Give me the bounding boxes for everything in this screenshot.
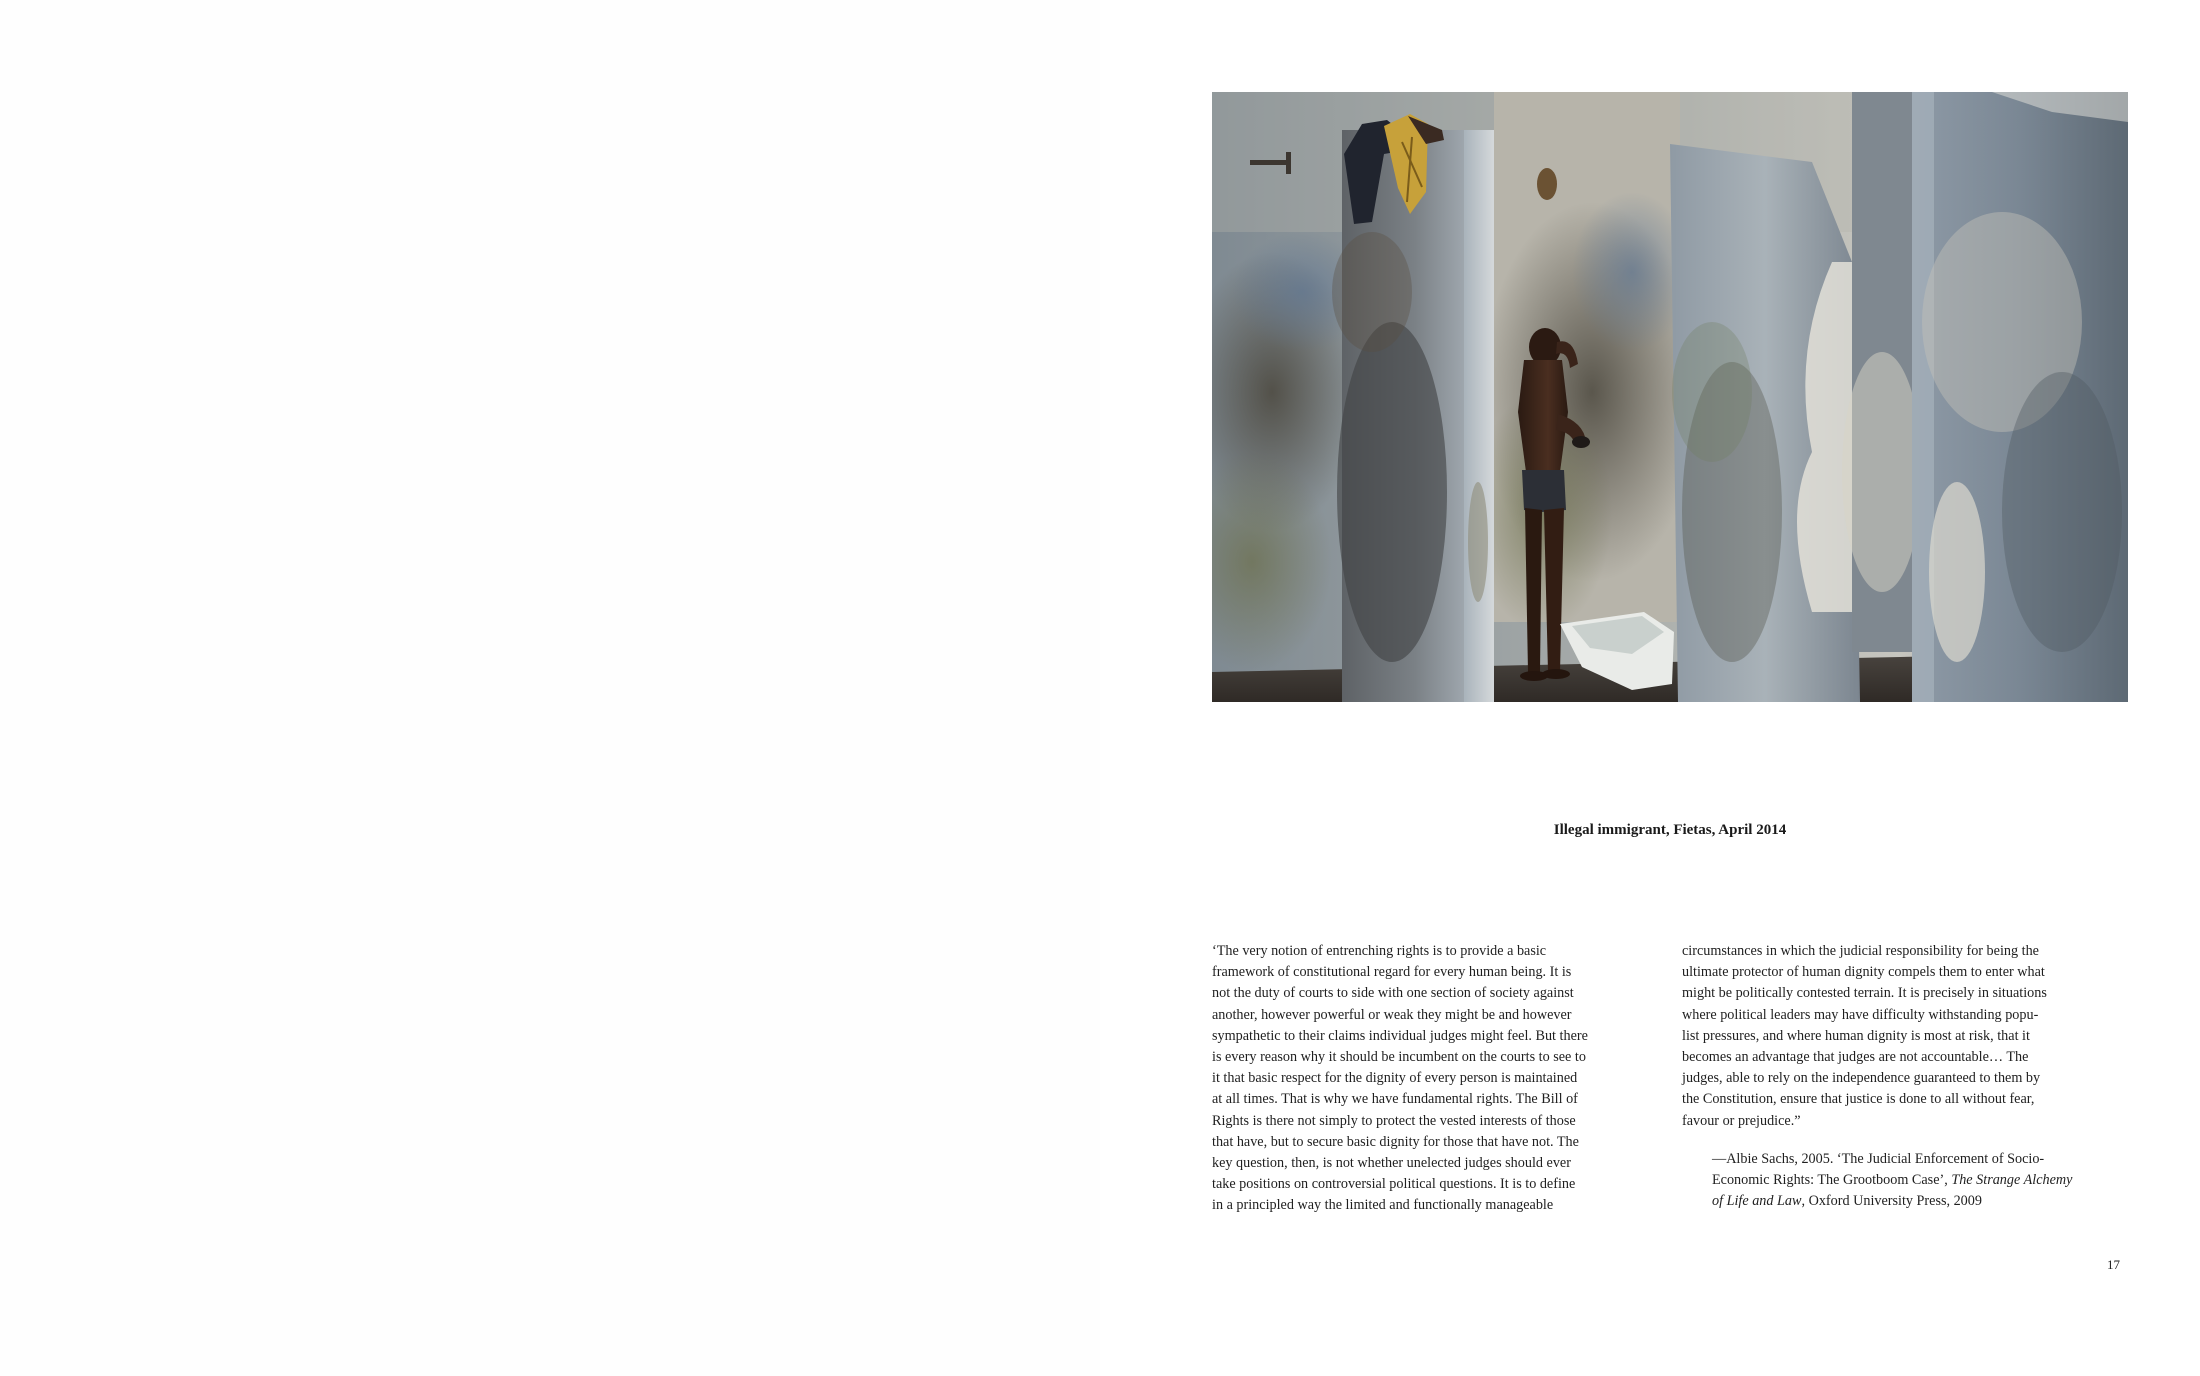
attribution-line-2 — [1712, 1170, 2132, 1191]
quote-line: where political leaders may have difficulty withstanding popu- — [1682, 1006, 2039, 1023]
photograph — [1212, 92, 2128, 702]
quote-line: ultimate protector of human dignity compels them to enter what — [1682, 964, 2045, 981]
quote-line: that have, but to secure basic dignity for those that have not. The — [1212, 1133, 1579, 1150]
quote-line: take positions on controversial political questions. It is to define — [1212, 1176, 1576, 1193]
publisher-text: , Oxford University Press, 2009 — [1801, 1193, 1982, 1210]
quote-line: judges, able to rely on the independence guaranteed to them by — [1682, 1070, 2041, 1087]
quote-line: becomes an advantage that judges are not accountable… The — [1682, 1049, 2029, 1066]
quote-column-left — [1212, 941, 1652, 1217]
quote-line: it that basic respect for the dignity of every person is maintained — [1212, 1070, 1578, 1087]
quote-line: list pressures, and where human dignity is most at risk, that it — [1682, 1027, 2030, 1044]
quote-line: another, however powerful or weak they might be and however — [1212, 1006, 1572, 1023]
quote-line: is every reason why it should be incumbent on the courts to see to — [1212, 1049, 1586, 1066]
attribution-text: Economic Rights: The Grootboom Case’, — [1712, 1172, 1952, 1189]
quote-line: at all times. That is why we have fundamental rights. The Bill of — [1212, 1091, 1578, 1108]
quote-line: Rights is there not simply to protect the vested interests of those — [1212, 1112, 1576, 1129]
quote-paragraph-left — [1212, 941, 1652, 1217]
quote-line: the Constitution, ensure that justice is done to all without fear, — [1682, 1091, 2035, 1108]
quote-line: ‘The very notion of entrenching rights is to provide a basic — [1212, 943, 1547, 959]
attribution-line-3 — [1712, 1191, 2132, 1212]
quote-line: might be politically contested terrain. It is precisely in situations — [1682, 985, 2047, 1002]
quote-line: favour or prejudice.” — [1682, 1112, 1801, 1129]
quote-line: in a principled way the limited and functionally manageable — [1212, 1197, 1554, 1214]
book-title-part-1: The Strange Alchemy — [1951, 1172, 2073, 1189]
quote-column-right — [1682, 941, 2122, 1132]
photo-caption: Illegal immigrant, Fietas, April 2014 — [1553, 822, 1787, 838]
photograph-illustration — [1212, 92, 2128, 702]
quote-paragraph-right — [1682, 941, 2122, 1132]
quote-line: circumstances in which the judicial responsibility for being the — [1682, 943, 2039, 959]
book-title-part-2: of Life and Law — [1712, 1193, 1802, 1210]
quote-line: not the duty of courts to side with one section of society against — [1212, 985, 1574, 1002]
quote-line: sympathetic to their claims individual judges might feel. But there — [1212, 1027, 1588, 1044]
attribution-line-1: —Albie Sachs, 2005. ‘The Judicial Enforcement of Socio- — [1712, 1151, 2045, 1167]
quote-attribution — [1712, 1149, 2132, 1213]
quote-line: framework of constitutional regard for every human being. It is — [1212, 964, 1572, 981]
quote-line: key question, then, is not whether unelected judges should ever — [1212, 1155, 1571, 1172]
page-number: 17 — [2107, 1257, 2120, 1272]
